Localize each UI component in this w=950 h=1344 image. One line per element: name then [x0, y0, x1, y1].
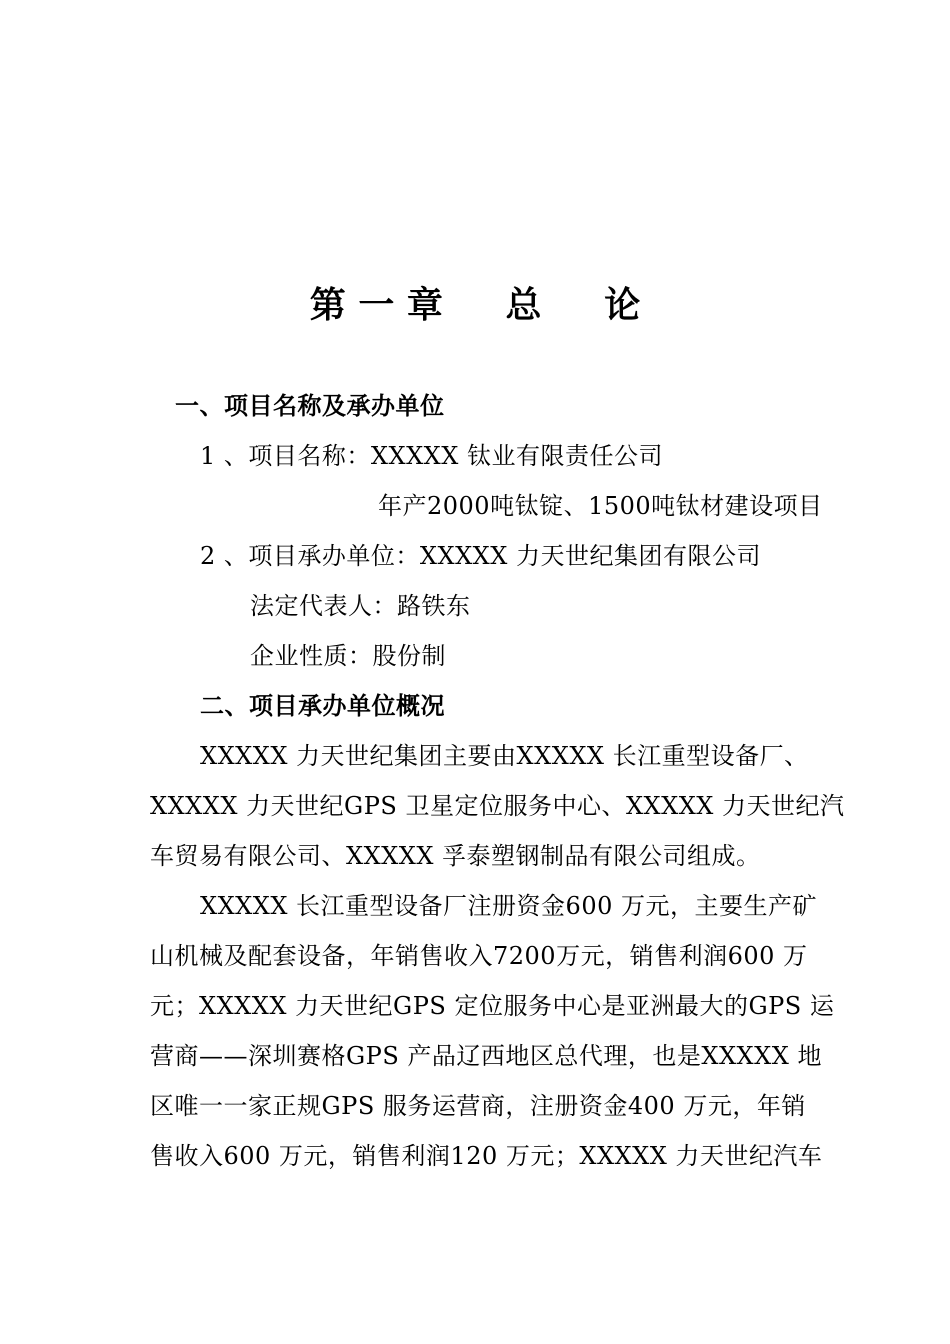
legal-representative-line: 法定代表人：路铁东	[250, 592, 471, 620]
paragraph-line: 营商——深圳赛格GPS 产品辽西地区总代理，也是XXXXX 地	[150, 1042, 822, 1070]
project-sponsor-line: 2 、项目承办单位：XXXXX 力天世纪集团有限公司	[200, 542, 761, 570]
enterprise-nature-line: 企业性质：股份制	[250, 642, 446, 670]
project-name-line: 1 、项目名称：XXXXX 钛业有限责任公司	[200, 442, 663, 470]
paragraph-line: XXXXX 力天世纪集团主要由XXXXX 长江重型设备厂、	[200, 742, 809, 770]
paragraph-line: 车贸易有限公司、XXXXX 孚泰塑钢制品有限公司组成。	[150, 842, 761, 870]
paragraph-line: 元；XXXXX 力天世纪GPS 定位服务中心是亚洲最大的GPS 运	[150, 992, 835, 1020]
project-name-continuation: 年产2000吨钛锭、1500吨钛材建设项目	[378, 492, 823, 520]
paragraph-line: XXXXX 长江重型设备厂注册资金600 万元，主要生产矿	[200, 892, 817, 920]
section-heading-project-name: 一、项目名称及承办单位	[175, 392, 445, 420]
paragraph-line: 山机械及配套设备，年销售收入7200万元，销售利润600 万	[150, 942, 808, 970]
paragraph-line: XXXXX 力天世纪GPS 卫星定位服务中心、XXXXX 力天世纪汽	[150, 792, 845, 820]
section-heading-sponsor-overview: 二、项目承办单位概况	[200, 692, 445, 720]
paragraph-line: 区唯一一家正规GPS 服务运营商，注册资金400 万元，年销	[150, 1092, 806, 1120]
chapter-title: 第 一 章 总 论	[309, 285, 641, 326]
paragraph-line: 售收入600 万元，销售利润120 万元；XXXXX 力天世纪汽车	[150, 1142, 823, 1170]
